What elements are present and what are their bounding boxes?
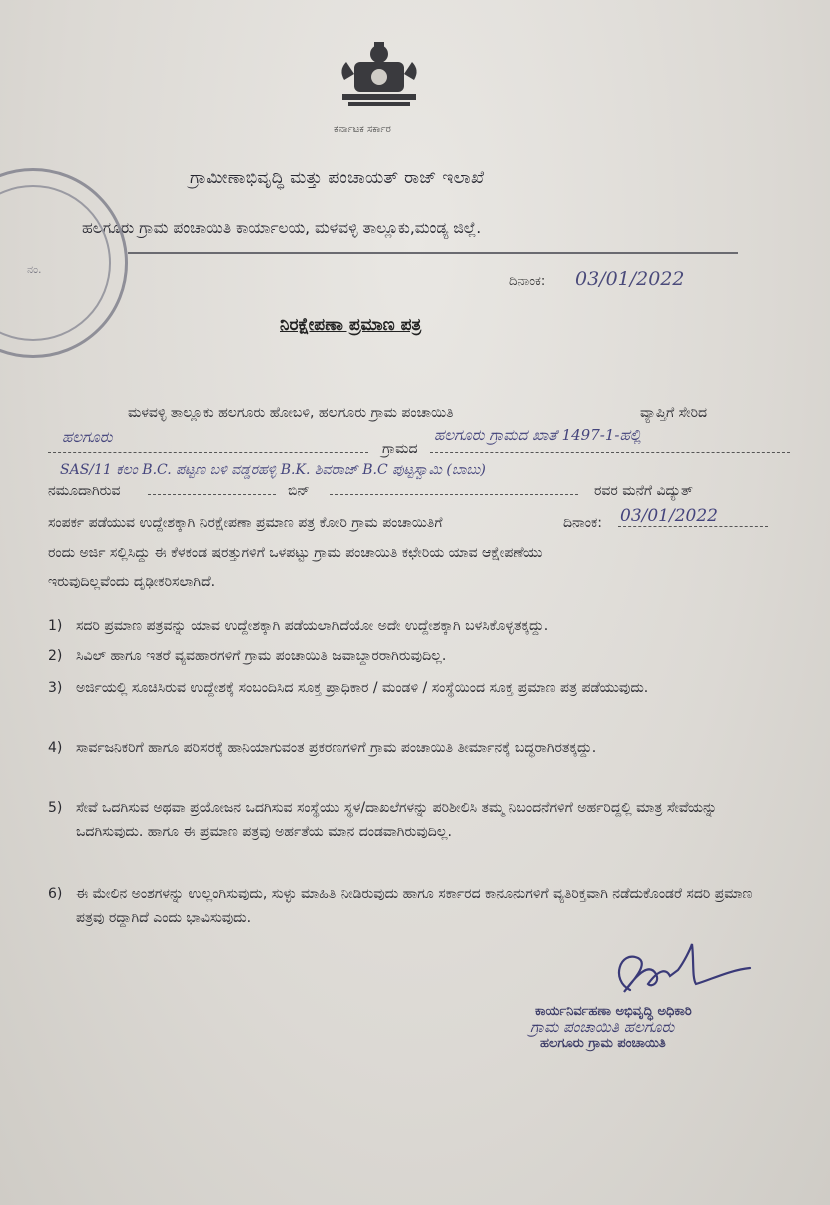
application-date-value: 03/01/2022 [620, 506, 718, 526]
condition-number: 5) [48, 800, 63, 816]
signatory-line-3: ಹಲಗೂರು ಗ್ರಾಮ ಪಂಚಾಯಿತಿ [540, 1036, 666, 1051]
village-label: ಗ್ರಾಮದ [382, 441, 418, 457]
namooda-label: ನಮೂದಾಗಿರುವ [48, 483, 121, 499]
condition-text: ಅರ್ಜಿಯಲ್ಲಿ ಸೂಚಿಸಿರುವ ಉದ್ದೇಶಕ್ಕೆ ಸಂಬಂದಿಸಿದ ಸೂಕ್ತ ಪ್ರಾಧಿಕಾರ / ಮಂಡಳಿ / ಸಂಸ್ಥೆಯಿಂದ ಸೂಕ್ತ ಪ್ರಮಾಣ ಪತ್ರ ಪಡೆಯುವುದು. [76, 680, 649, 696]
body-line-4: ಸಂಪರ್ಕ ಪಡೆಯುವ ಉದ್ದೇಶಕ್ಕಾಗಿ ನಿರಕ್ಷೇಪಣಾ ಪ್ರಮಾಣ ಪತ್ರ ಕೋರಿ ಗ್ರಾಮ ಪಂಚಾಯಿತಿಗೆ [48, 515, 443, 531]
government-label: ಕರ್ನಾಟಕ ಸರ್ಕಾರ [334, 124, 391, 135]
ravara-label: ರವರ ಮನೆಗೆ ವಿದ್ಯುತ್ [594, 483, 693, 499]
condition-text: ಸದರಿ ಪ್ರಮಾಣ ಪತ್ರವನ್ನು ಯಾವ ಉದ್ದೇಶಕ್ಕಾಗಿ ಪಡೆಯಲಾಗಿದೆಯೋ ಅದೇ ಉದ್ದೇಶಕ್ಕಾಗಿ ಬಳಸಿಕೊಳ್ಳತಕ್ಕದ್ದು. [76, 618, 549, 634]
seal-number-label: ನಂ. [27, 263, 42, 276]
condition-number: 2) [48, 648, 63, 664]
application-date-label: ದಿನಾಂಕ: [563, 515, 602, 531]
body-line-5: ರಂದು ಅರ್ಜಿ ಸಲ್ಲಿಸಿದ್ದು ಈ ಕೆಳಕಂಡ ಷರತ್ತುಗಳಿಗೆ ಒಳಪಟ್ಟು ಗ್ರಾಮ ಪಂಚಾಯಿತಿ ಕಛೇರಿಯ ಯಾವ ಆಕ್ಷೇಪಣೆಯು [48, 545, 543, 561]
signatory-line-2: ಗ್ರಾಮ ಪಂಚಾಯಿತಿ ಹಲಗೂರು [530, 1018, 675, 1036]
bin-label: ಬಿನ್ [288, 483, 310, 499]
condition-number: 4) [48, 740, 63, 756]
signatory-designation: ಕಾರ್ಯನಿರ್ವಹಣಾ ಅಭಿವೃದ್ಧಿ ಅಧಿಕಾರಿ [535, 1004, 692, 1019]
village-blank [48, 452, 368, 453]
date-value: 03/01/2022 [575, 268, 685, 290]
condition-number: 3) [48, 680, 63, 696]
date-label: ದಿನಾಂಕ: [509, 274, 546, 289]
body-line-6: ಇರುವುದಿಲ್ಲವೆಂದು ದೃಢೀಕರಿಸಲಾಗಿದೆ. [48, 574, 216, 590]
condition-text: ಸಿವಿಲ್ ಹಾಗೂ ಇತರೆ ವ್ಯವಹಾರಗಳಿಗೆ ಗ್ರಾಮ ಪಂಚಾಯಿತಿ ಜವಾಬ್ದಾರರಾಗಿರುವುದಿಲ್ಲ. [76, 648, 447, 664]
handwritten-village: ಹಲಗೂರು [62, 428, 113, 446]
handwritten-signature [600, 940, 760, 1010]
condition-number: 1) [48, 618, 63, 634]
header-divider [128, 252, 738, 254]
condition-text: ಸಾರ್ವಜನಿಕರಿಗೆ ಹಾಗೂ ಪರಿಸರಕ್ಕೆ ಹಾನಿಯಾಗುವಂತ ಪ್ರಕರಣಗಳಿಗೆ ಗ್ರಾಮ ಪಂಚಾಯಿತಿ ತೀರ್ಮಾನಕ್ಕೆ ಬದ್ಧರಾಗಿರತಕ್ಕದ್ದು. [76, 740, 597, 756]
certificate-title: ನಿರಕ್ಷೇಪಣಾ ಪ್ರಮಾಣ ಪತ್ರ [280, 315, 422, 335]
bin-blank [330, 494, 578, 495]
department-title: ಗ್ರಾಮೀಣಾಭಿವೃದ್ಧಿ ಮತ್ತು ಪಂಚಾಯತ್ ರಾಜ್ ಇಲಾಖೆ [190, 168, 485, 188]
application-date-blank [618, 526, 768, 527]
office-address: ಹಲಗೂರು ಗ್ರಾಮ ಪಂಚಾಯಿತಿ ಕಾರ್ಯಾಲಯ, ಮಳವಳ್ಳಿ ತಾಲ್ಲೂಕು,ಮಂಡ್ಯ ಜಿಲ್ಲೆ. [82, 219, 482, 237]
seal-inner-ring [0, 185, 111, 341]
office-seal [0, 168, 128, 358]
body-line-1-right: ವ್ಯಾಪ್ತಿಗೆ ಸೇರಿದ [640, 405, 708, 421]
condition-number: 6) [48, 886, 63, 902]
condition-text: ಈ ಮೇಲಿನ ಅಂಶಗಳನ್ನು ಉಲ್ಲಂಗಿಸುವುದು, ಸುಳ್ಳು ಮಾಹಿತಿ ನೀಡಿರುವುದು ಹಾಗೂ ಸರ್ಕಾರದ ಕಾನೂನುಗಳಿಗೆ ವ್ಯತಿರಿಕ್ತವಾಗಿ ನಡೆದುಕೊಂಡರೆ ಸದರಿ ಪ್ರಮಾಣ ಪತ್ರವು ರದ್ದಾಗಿದೆ ಎಂದು ಭಾವಿಸುವುದು. [76, 886, 753, 926]
namooda-blank [148, 494, 276, 495]
body-line-1: ಮಳವಳ್ಳಿ ತಾಲ್ಲೂಕು ಹಲಗೂರು ಹೋಬಳಿ, ಹಲಗೂರು ಗ್ರಾಮ ಪಂಚಾಯಿತಿ [128, 405, 454, 421]
handwritten-address: ಹಲಗೂರು ಗ್ರಾಮದ ಖಾತೆ 1497-1-ಹಲ್ಲಿ [434, 426, 642, 444]
condition-text: ಸೇವೆ ಒದಗಿಸುವ ಅಥವಾ ಪ್ರಯೋಜನ ಒದಗಿಸುವ ಸಂಸ್ಥೆಯು ಸ್ಥಳ/ದಾಖಲೆಗಳನ್ನು ಪರಿಶೀಲಿಸಿ ತಮ್ಮ ನಿಬಂದನೆಗಳಿಗೆ ಅರ್ಹರಿದ್ದಲ್ಲಿ ಮಾತ್ರ ಸೇವೆಯನ್ನು ಒದಗಿಸುವುದು. ಹಾಗೂ ಈ ಪ್ರಮಾಣ ಪತ್ರವು ಅರ್ಹತೆಯ ಮಾನ ದಂಡವಾಗಿರುವುದಿಲ್ಲ. [76, 800, 718, 840]
karnataka-emblem-icon [334, 40, 424, 110]
address-blank [430, 452, 790, 453]
handwritten-details-line: SAS/11 ಕಲಂ B.C. ಪಟ್ಟಣ ಬಳಿ ವಡ್ಡರಹಳ್ಳಿ B.K. ಶಿವರಾಜ್ B.C ಪುಟ್ಟಸ್ವಾಮಿ (ಬಾಬು) [60, 462, 486, 478]
